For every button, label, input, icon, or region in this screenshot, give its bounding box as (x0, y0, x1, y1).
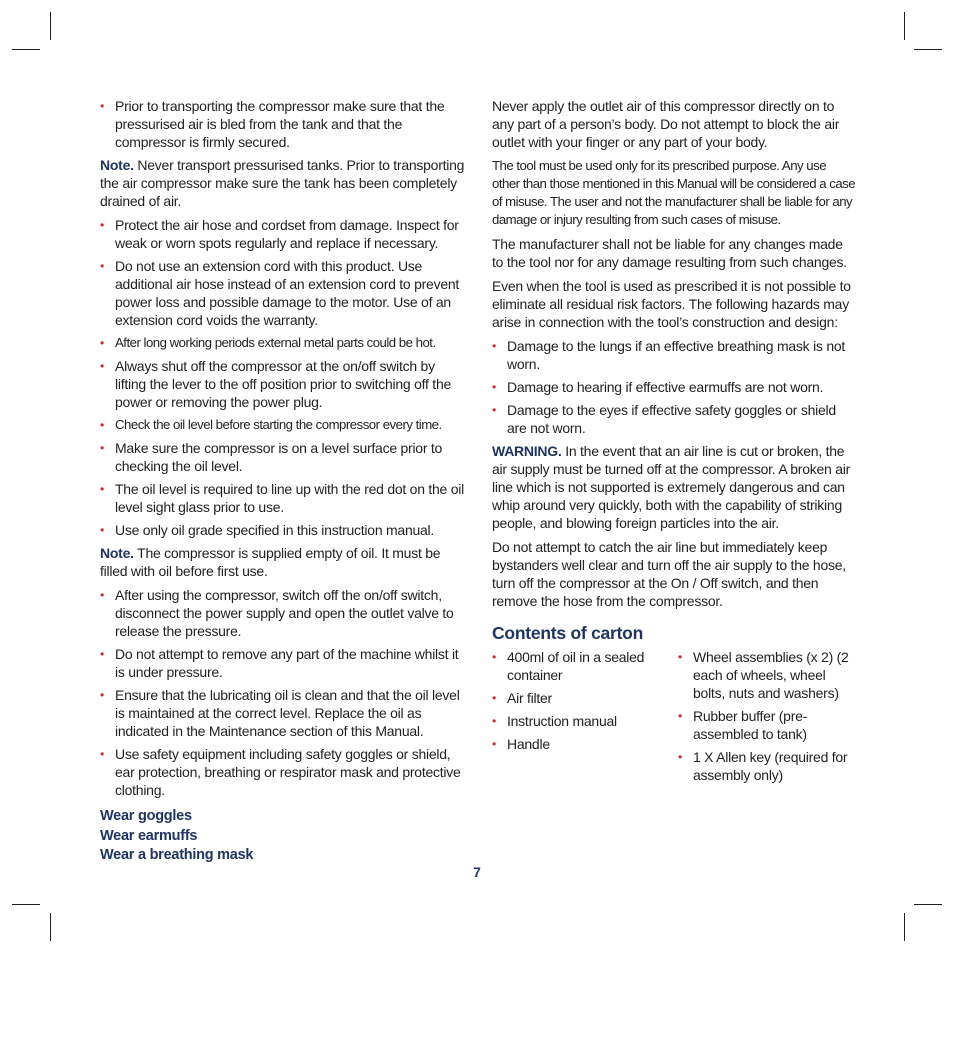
paragraph-outlet-air: Never apply the outlet air of this compressor directly on to any part of a person’s body. Do not attempt to block the air outlet with your finger or any part of your body. (492, 98, 840, 150)
contents-list (492, 648, 856, 789)
list-item: • Damage to the eyes if effective safety goggles or shield are not worn. (492, 402, 836, 436)
bullet-list-operation (100, 586, 466, 799)
list-item: • Use only oil grade specified in this instruction manual. (100, 522, 435, 538)
list-item: • After long working periods external metal parts could be hot. (100, 335, 436, 350)
bullet-icon: • (492, 714, 496, 728)
list-item: • Do not attempt to remove any part of the machine whilst it is under pressure. (100, 646, 459, 680)
list-item: • After using the compressor, switch off the on/off switch, disconnect the power supply and open the outlet valve to release the pressure. (100, 587, 454, 639)
list-item: • 400ml of oil in a sealed container (492, 649, 645, 683)
bullet-icon: • (492, 691, 496, 705)
list-item: • Instruction manual (492, 713, 617, 729)
list-item: • Air filter (492, 690, 552, 706)
paragraph-manufacturer-liability: The manufacturer shall not be liable for any changes made to the tool nor for any damage resulting from such changes. (492, 236, 847, 270)
crop-mark (50, 913, 51, 941)
bullet-icon: • (100, 688, 104, 702)
list-item: • Always shut off the compressor at the on/off switch by lifting the lever to the off position prior to switching off the power or removing the power plug. (100, 358, 452, 410)
crop-mark (914, 49, 942, 50)
wear-breathing-mask: Wear a breathing mask (100, 847, 254, 863)
bullet-icon: • (100, 336, 104, 350)
wear-goggles: Wear goggles (100, 808, 192, 824)
wear-earmuffs: Wear earmuffs (100, 827, 198, 844)
bullet-icon: • (100, 441, 104, 455)
contents-column-2 (678, 648, 854, 789)
hazard-list (492, 337, 856, 437)
list-item: • Wheel assemblies (x 2) (2 each of wheels, wheel bolts, nuts and washers) (678, 649, 849, 701)
bullet-icon: • (678, 709, 682, 723)
list-item: • Protect the air hose and cordset from damage. Inspect for weak or worn spots regularly and replace if necessary. (100, 217, 459, 251)
list-item: • Ensure that the lubricating oil is clean and that the oil level is maintained at the correct level. Replace the oil as indicated in the Maintenance section of this Manual. (100, 687, 460, 739)
right-column (492, 97, 856, 789)
paragraph-residual-risk: Even when the tool is used as prescribed it is not possible to eliminate all residual risk factors. The following hazards may arise in connection with the tool’s construction and design: (492, 278, 851, 330)
crop-mark (12, 49, 40, 50)
bullet-icon: • (492, 737, 496, 751)
bullet-icon: • (100, 482, 104, 496)
bullet-icon: • (100, 523, 104, 537)
list-item: • Check the oil level before starting the compressor every time. (100, 417, 442, 432)
list-item: • Do not use an extension cord with this product. Use additional air hose instead of an extension cord to prevent power loss and possible damage to the motor. Use of an extension cord voids the warranty. (100, 258, 460, 328)
paragraph-air-line: Do not attempt to catch the air line but immediately keep bystanders well clear and turn off the air supply to the hose, turn off the compressor at the On / Off switch, and then remove the hose from the compressor. (492, 539, 846, 609)
list-item: • Use safety equipment including safety goggles or shield, ear protection, breathing or respirator mask and protective clothing. (100, 746, 461, 798)
note-transport: Note. Never transport pressurised tanks. Prior to transporting the air compressor make sure the tank has been completely drained of air. (100, 157, 465, 209)
bullet-icon: • (678, 650, 682, 664)
bullet-icon: • (492, 380, 496, 394)
bullet-icon: • (678, 750, 682, 764)
list-item: • Prior to transporting the compressor make sure that the pressurised air is bled from the tank and that the compressor is firmly secured. (100, 98, 445, 150)
bullet-icon: • (100, 747, 104, 761)
list-item: • 1 X Allen key (required for assembly only) (678, 749, 848, 783)
warning-paragraph: WARNING. In the event that an air line is cut or broken, the air supply must be turned off at the compressor. A broken air line which is not supported is extremely dangerous and can whip around very quickly, both with the capability of striking people, and blowing foreign particles into the air. (492, 443, 851, 531)
left-column (100, 97, 466, 866)
list-item: • Handle (492, 736, 550, 752)
bullet-icon: • (100, 99, 104, 113)
list-item: • Rubber buffer (pre-assembled to tank) (678, 708, 808, 742)
list-item: • The oil level is required to line up with the red dot on the oil level sight glass prior to use. (100, 481, 464, 515)
paragraph-prescribed-purpose: The tool must be used only for its prescribed purpose. Any use other than those mentioned in this Manual will be considered a case of misuse. The user and not the manufacturer shall be liable for any damage or injury resulting from such cases of misuse. (492, 158, 856, 227)
ppe-list (100, 807, 466, 866)
bullet-icon: • (100, 647, 104, 661)
note-oil: Note. The compressor is supplied empty of oil. It must be filled with oil before first use. (100, 545, 441, 579)
bullet-icon: • (100, 588, 104, 602)
bullet-icon: • (100, 359, 104, 373)
page-number: 7 (473, 864, 481, 880)
list-item: • Damage to hearing if effective earmuffs are not worn. (492, 379, 824, 395)
crop-mark (904, 913, 905, 941)
crop-mark (904, 12, 905, 40)
bullet-icon: • (100, 218, 104, 232)
bullet-icon: • (492, 650, 496, 664)
bullet-list-safety (100, 216, 466, 539)
bullet-icon: • (100, 259, 104, 273)
contents-column-1 (492, 648, 678, 789)
crop-mark (50, 12, 51, 40)
bullet-list-transport (100, 97, 466, 151)
list-item: • Make sure the compressor is on a level surface prior to checking the oil level. (100, 440, 443, 474)
bullet-icon: • (492, 339, 496, 353)
list-item: • Damage to the lungs if an effective breathing mask is not worn. (492, 338, 846, 372)
contents-heading: Contents of carton (492, 623, 644, 643)
bullet-icon: • (100, 418, 104, 432)
bullet-icon: • (492, 403, 496, 417)
crop-mark (12, 904, 40, 905)
crop-mark (914, 904, 942, 905)
